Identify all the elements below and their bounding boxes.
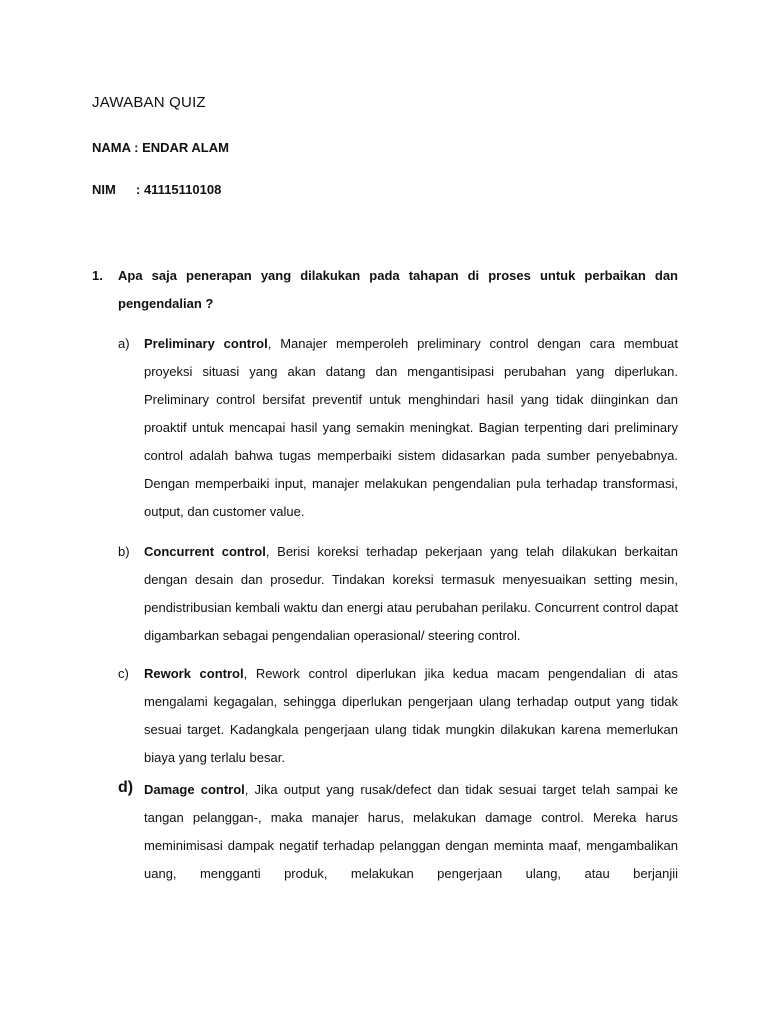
answer-text: , Manajer memperoleh preliminary control dengan cara membuat proyeksi situasi yang akan datang dan mengantisipasi perubahan yang diperlukan. Preliminary control bersifat preventif untuk menghindari hasil yang tidak diinginkan dan proaktif untuk mencapai hasil yang semakin meningkat. Bagian terpenting dari preliminary control adalah bahwa tugas memperbaiki sistem didasarkan pada sumber penyebabnya. Dengan memperbaiki input, manajer melakukan pengendalian pula terhadap transformasi, output, dan customer value.: [144, 336, 678, 519]
answer-marker: b): [118, 544, 130, 559]
answer-body: [144, 538, 678, 650]
question-text: Apa saja penerapan yang dilakukan pada tahapan di proses untuk perbaikan dan pengendalian ?: [118, 268, 678, 311]
question-number: 1.: [92, 268, 103, 283]
answer-item-c: [118, 660, 678, 772]
answer-item-a: [118, 330, 678, 526]
answer-term: Concurrent control: [144, 544, 266, 559]
answer-item-b: [118, 538, 678, 650]
answer-term: Preliminary control: [144, 336, 268, 351]
question-1: [92, 262, 678, 318]
answer-marker: a): [118, 336, 130, 351]
answer-text: , Rework control diperlukan jika kedua macam pengendalian di atas mengalami kegagalan, sehingga diperlukan pengerjaan ulang terhadap output yang tidak sesuai target. Kadangkala pengerjaan ulang tidak mungkin dilakukan karena memerlukan biaya yang terlalu besar.: [144, 666, 679, 765]
answer-term: Rework control: [144, 666, 244, 681]
answer-body: [144, 660, 678, 772]
answer-marker: d): [118, 779, 134, 796]
answer-term: Damage control: [144, 782, 245, 797]
answer-text: , Berisi koreksi terhadap pekerjaan yang telah dilakukan berkaitan dengan desain dan prosedur. Tindakan koreksi termasuk menyesuaikan setting mesin, pendistribusian kembali waktu dan energi atau perubahan perilaku. Concurrent control dapat digambarkan sebagai pengendalian operasional/ steering control.: [144, 544, 678, 643]
answer-marker: c): [118, 666, 129, 681]
nim-value: : 41115110108: [136, 182, 222, 197]
student-nim-line: [92, 182, 221, 197]
answer-text: , Jika output yang rusak/defect dan tidak sesuai target telah sampai ke tangan pelanggan-, maka manajer harus, melakukan damage control. Mereka harus meminimisasi dampak negatif terhadap pelanggan dengan meminta maaf, mengambalikan uang, mengganti produk, melakukan pengerjaan ulang, atau berjanjii: [144, 782, 679, 881]
answer-item-d: [118, 776, 678, 888]
answer-body: [144, 776, 678, 888]
answer-body: [144, 330, 678, 526]
nim-label: NIM: [92, 182, 116, 197]
student-name-line: NAMA : ENDAR ALAM: [92, 140, 229, 155]
document-title: JAWABAN QUIZ: [92, 94, 206, 111]
